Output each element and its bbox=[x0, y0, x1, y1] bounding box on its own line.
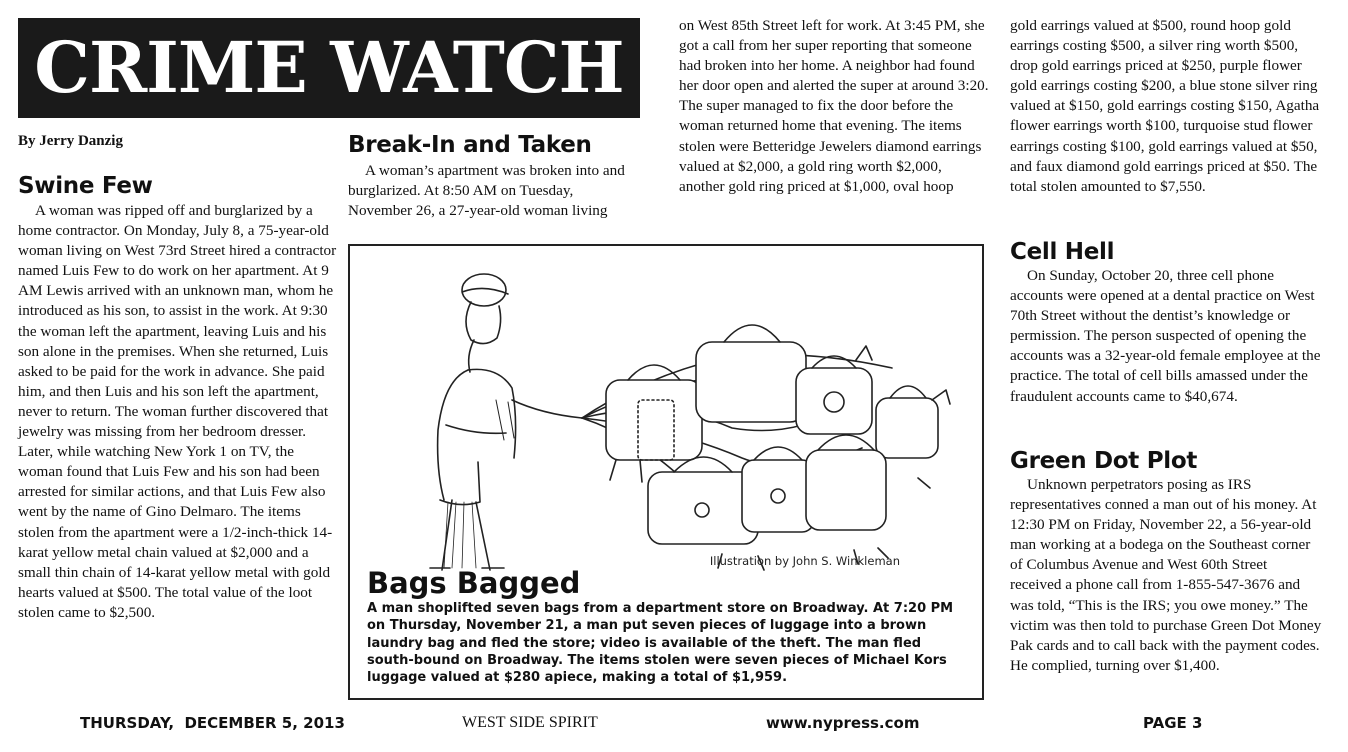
article-body-green-dot bbox=[1010, 475, 1322, 676]
headline-bags-bagged: Bags Bagged bbox=[367, 566, 581, 600]
headline-green-dot: Green Dot Plot bbox=[1010, 448, 1198, 474]
footer-publication: WEST SIDE SPIRIT bbox=[462, 714, 598, 731]
paragraph: Unknown perpetrators posing as IRS representatives conned a man out of his money. At 12:30 PM on Friday, November 22, a 56-year-old man working at a bodega on the Southeast corner of Columbus Avenue and West 60th Street received a phone call from 1-855-547-3676 and was told, “This is the IRS; you owe money.” The victim was then told to purchase Green Dot Money Pak cards and to call back with the payment codes. He complied, turning over $1,400. bbox=[1010, 476, 1322, 674]
masthead-title: CRIME WATCH bbox=[34, 26, 624, 109]
article-body-bags-bagged: A man shoplifted seven bags from a department store on Broadway. At 7:20 PM on Thursday, November 21, a man put seven pieces of luggage into a brown laundry bag and fled the store; video is available of the theft. The man fled south-bound on Broadway. The items stolen were seven pieces of Michael Kors luggage valued at $280 apiece, making a total of $1,959. bbox=[367, 601, 954, 686]
bags-bagged-box bbox=[348, 244, 984, 700]
article-body-break-in-part2: on West 85th Street left for work. At 3:45 PM, she got a call from her super reporting that someone had broken into her home. A neighbor had found her door open and alerted the super at around 3:20. The super managed to fix the door before the woman returned home that evening. The items stolen were Betteridge Jewelers diamond earrings valued at $2,000, a gold ring worth $2,000, another gold ring priced at $1,000, oval hoop bbox=[679, 17, 989, 195]
headline-cell-hell: Cell Hell bbox=[1010, 239, 1115, 265]
footer-date: THURSDAY, DECEMBER 5, 2013 bbox=[80, 714, 345, 732]
article-body-swine-few bbox=[18, 201, 338, 623]
article-body-break-in-part3: gold earrings valued at $500, round hoop gold earrings costing $500, a silver ring worth $500, drop gold earrings priced at $250, purple flower gold earrings costing $200, a blue stone silver ring valued at $150, gold earrings costing $150, Agatha flower earrings worth $100, turquoise stud flower earrings costing $100, gold earrings valued at $50, and faux diamond gold earrings priced at $50. The total stolen amounted to $7,550. bbox=[1010, 17, 1320, 195]
paragraph: On Sunday, October 20, three cell phone accounts were opened at a dental practice on West 70th Street without the dentist’s knowledge or permission. The person suspected of opening the accounts was a 32-year-old female employee at the practice. The total of cell bills amassed under the fraudulent accounts came to $40,674. bbox=[1010, 267, 1321, 405]
headline-break-in: Break-In and Taken bbox=[348, 132, 592, 158]
footer-page-number: PAGE 3 bbox=[1143, 714, 1203, 732]
masthead-banner bbox=[18, 18, 640, 118]
illustration-credit: Illustration by John S. Winkleman bbox=[709, 554, 900, 568]
footer-url: www.nypress.com bbox=[766, 714, 920, 732]
luggage-illustration bbox=[356, 250, 976, 575]
article-body-break-in-part1 bbox=[348, 161, 636, 221]
byline: By Jerry Danzig bbox=[18, 133, 123, 149]
paragraph: A woman’s apartment was broken into and burglarized. At 8:50 AM on Tuesday, November 26, a 27-year-old woman living bbox=[348, 162, 625, 220]
headline-swine-few: Swine Few bbox=[18, 173, 153, 199]
article-body-cell-hell bbox=[1010, 266, 1322, 407]
paragraph: A woman was ripped off and burglarized by a home contractor. On Monday, July 8, a 75-year-old woman living on West 73rd Street hired a contractor named Luis Few to do work on her apartment. At 9 AM Lewis arrived with an unknown man, whom he introduced as his son, to assist in the work. At 9:30 the woman left the apartment, leaving Luis and his son alone in the premises. When she returned, Luis asked to be paid for the work in advance. She paid him, and then Luis and his son left the apartment, never to return. The woman further discovered that jewelry was missing from her bedroom dresser. Later, while watching New York 1 on TV, the woman found that Luis Few and his son had been arrested for similar actions, and that Luis Few also went by the name of Gino Delmaro. The items stolen from the apartment were a 1/2-inch-thick 14-karat yellow metal chain valued at $2,000 and a small thin chain of 14-karat yellow metal with gold hearts valued at $500. The total value of the loot stolen came to $2,500. bbox=[18, 202, 337, 621]
